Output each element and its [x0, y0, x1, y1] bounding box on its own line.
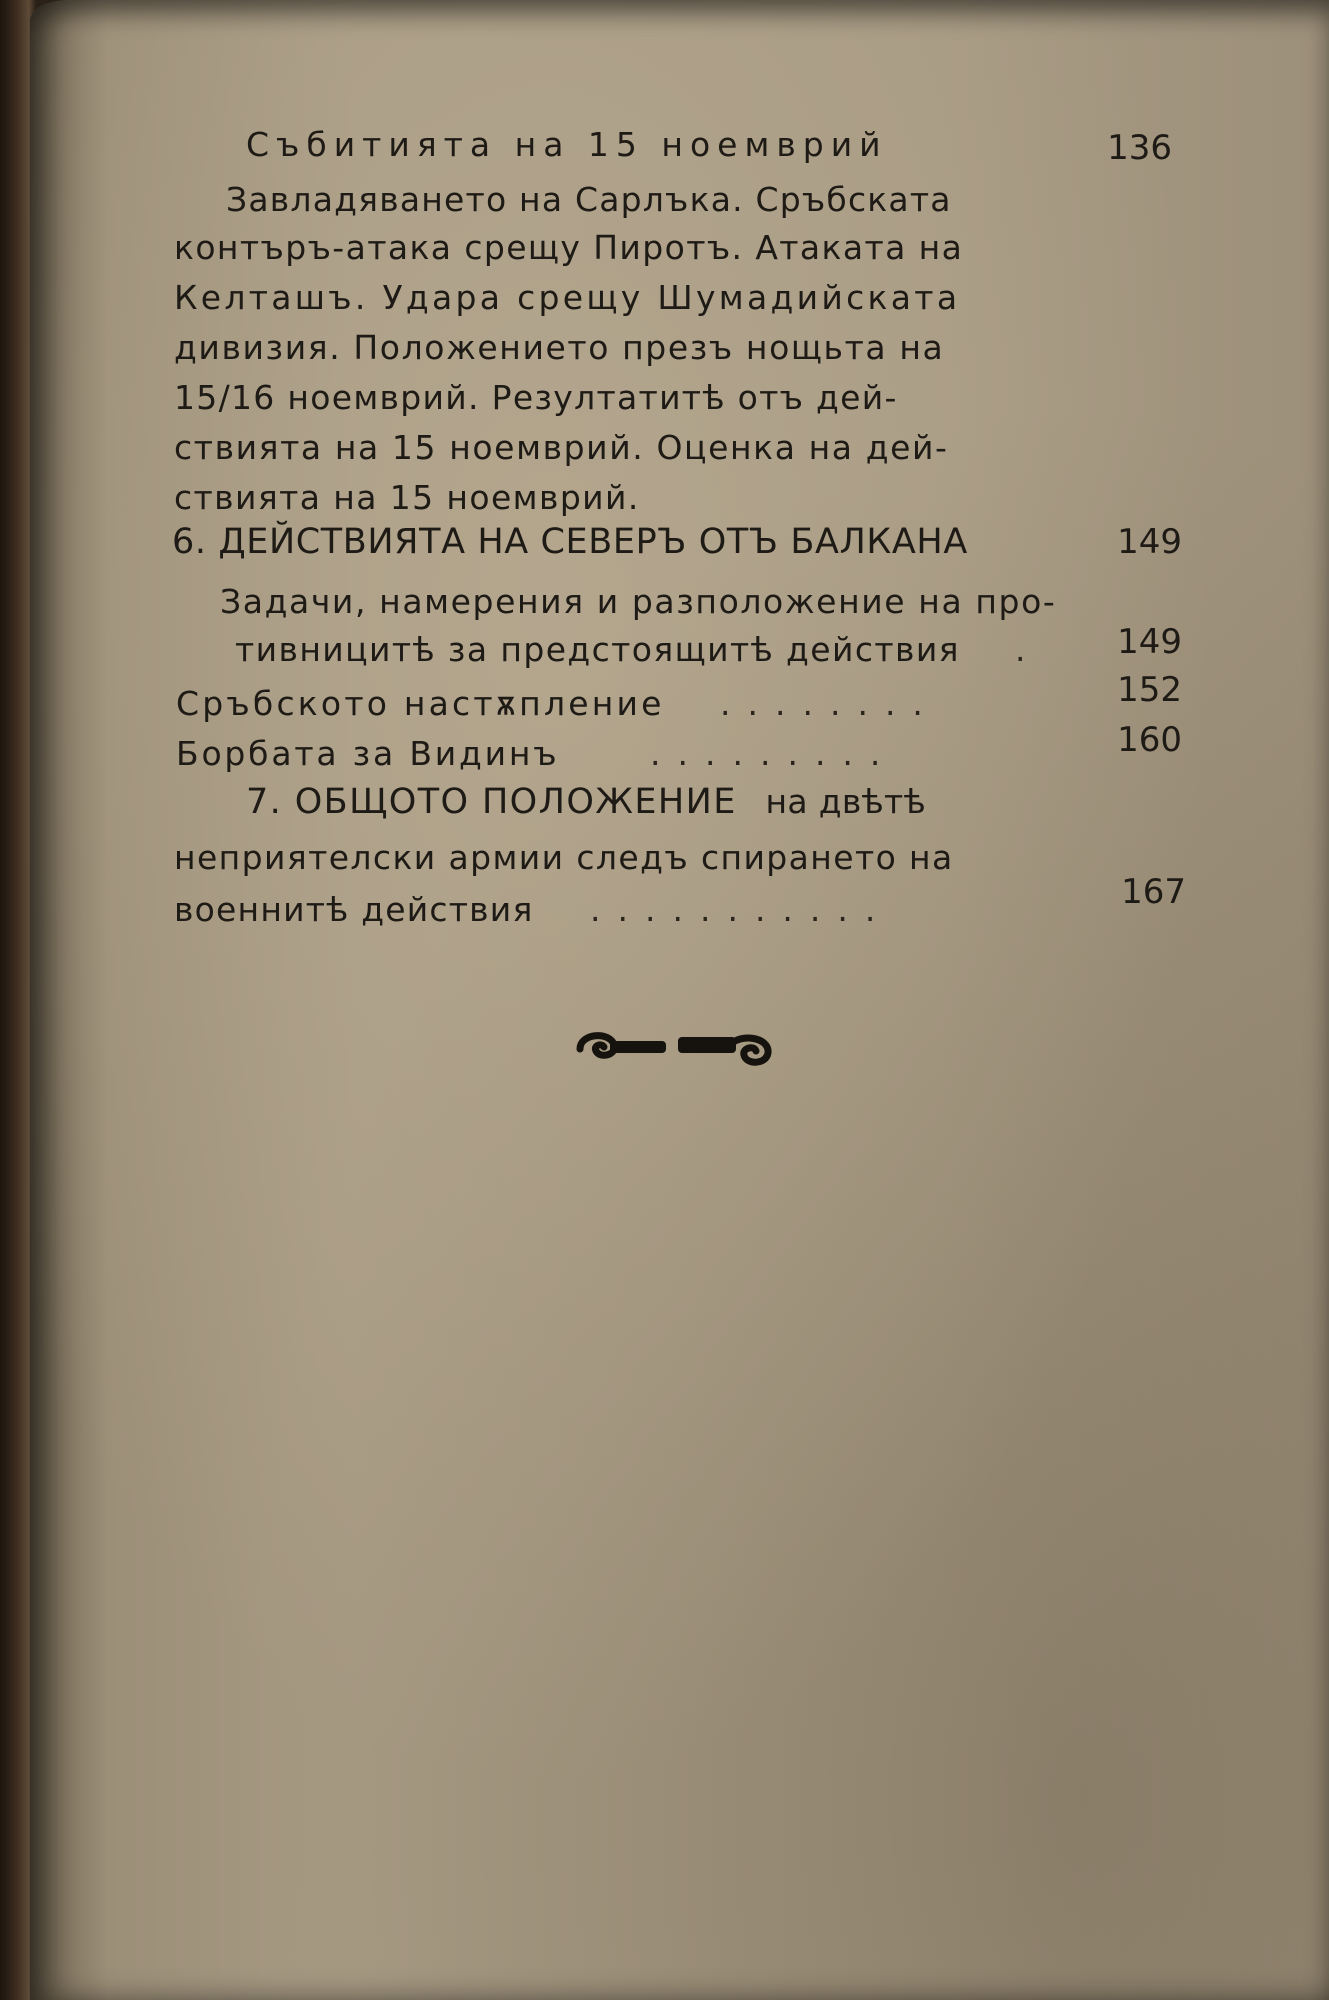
toc-leader-dots: ........... [590, 890, 893, 929]
toc-description-line: ствията на 15 ноемврий. [174, 478, 640, 517]
toc-page-number: 136 [1107, 128, 1172, 168]
toc-section-heading: 6. ДЕЙСТВИЯТА НА СЕВЕРЪ ОТЪ БАЛКАНА [172, 522, 968, 562]
toc-page-number: 160 [1117, 720, 1182, 760]
toc-section-heading: 7. ОБЩОТО ПОЛОЖЕНИЕ [246, 782, 737, 822]
toc-page-number: 149 [1117, 522, 1182, 562]
toc-description-line: неприятелски армии следъ спирането на [174, 838, 954, 877]
toc-page-number: 167 [1121, 872, 1186, 912]
toc-page-number: 152 [1117, 670, 1182, 710]
toc-entry: Сръбското настѫпление [176, 684, 665, 723]
toc-entry-title: Събитията на 15 ноемврий [246, 125, 888, 164]
toc-section-heading-rest: на двѣтѣ [765, 782, 927, 821]
toc-description-line: Келташъ. Удара срещу Шумадийската [174, 278, 961, 317]
toc-page-number: 149 [1117, 622, 1182, 662]
toc-leader-dots: ........ [720, 684, 940, 723]
toc-leader-dots: ......... [650, 734, 898, 773]
toc-description-line: тивницитѣ за предстоящитѣ действия [235, 630, 960, 669]
toc-description-line: дивизия. Положението презъ нощьта на [174, 328, 945, 367]
toc-section-heading-line [246, 782, 926, 822]
toc-description-line: ствията на 15 ноемврий. Оценка на дей- [174, 428, 949, 467]
toc-description-line: 15/16 ноемврий. Резултатитѣ отъ дей- [174, 378, 898, 417]
toc-entry: Борбата за Видинъ [176, 734, 560, 773]
toc-description-line: Задачи, намерения и разположение на про- [220, 582, 1057, 621]
toc-description-line: военнитѣ действия [174, 890, 534, 929]
toc-description-line: Завладяването на Сарлъка. Сръбската [226, 180, 952, 219]
book-page [30, 0, 1329, 2000]
toc-description-line: контъръ-атака срещу Пиротъ. Атаката на [174, 228, 964, 267]
toc-leader-dots: . [1015, 630, 1043, 669]
table-of-contents [30, 0, 1329, 2000]
scroll-ornament-icon [570, 1015, 780, 1075]
